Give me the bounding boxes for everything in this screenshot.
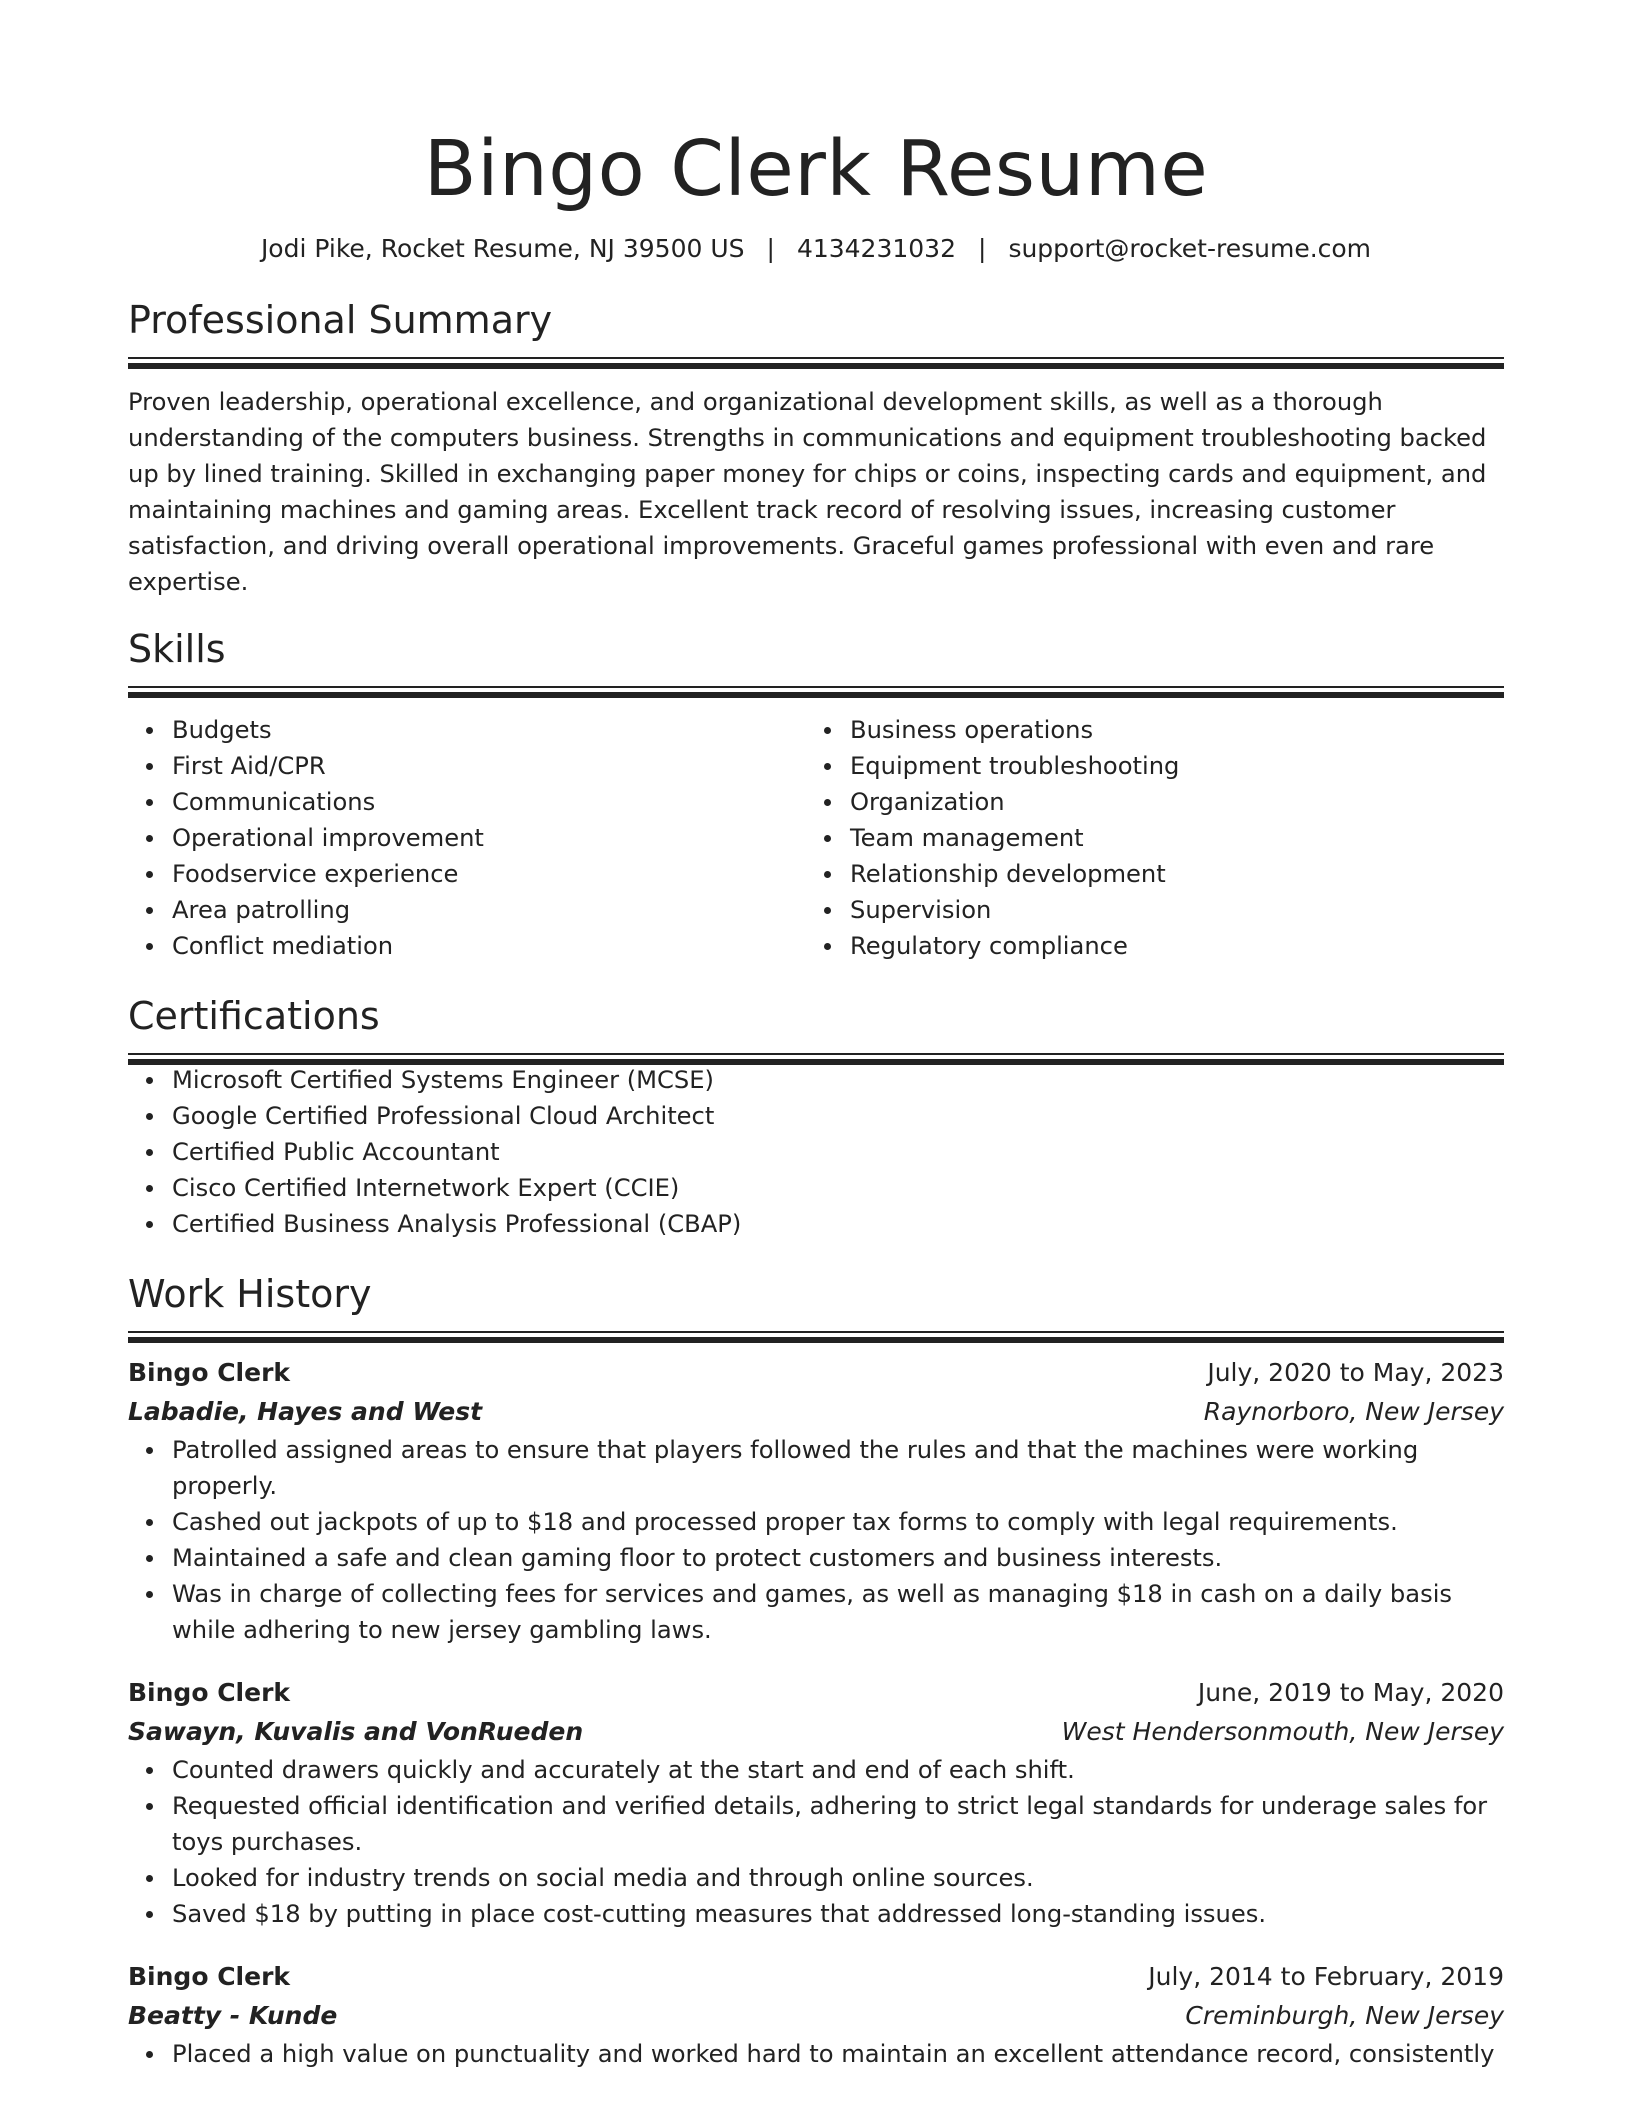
skills-column-right	[806, 712, 1484, 964]
job-dates: June, 2019 to May, 2020	[1197, 1678, 1504, 1707]
job-location: Creminburgh, New Jersey	[1185, 2001, 1504, 2030]
skills-column-left	[128, 712, 806, 964]
section-heading-certifications: Certifications	[128, 994, 380, 1038]
work-history-section	[128, 1270, 1504, 2072]
job-location: West Hendersonmouth, New Jersey	[1061, 1717, 1504, 1746]
certification-item: Cisco Certified Internetwork Expert (CCIE)	[172, 1170, 1504, 1206]
contact-address: Jodi Pike, Rocket Resume, NJ 39500 US	[260, 234, 745, 263]
job-bullet-list	[128, 1752, 1504, 1932]
skill-item: Communications	[172, 784, 806, 820]
job-location: Raynorboro, New Jersey	[1203, 1397, 1504, 1426]
job-bullet: Placed a high value on punctuality and worked hard to maintain an excellent attendance record, consistently	[172, 2036, 1504, 2072]
resume-page	[128, 0, 1504, 2072]
section-heading-skills: Skills	[128, 627, 226, 671]
job-subheader	[128, 1996, 1504, 2036]
skill-item: Operational improvement	[172, 820, 806, 856]
section-divider	[128, 1053, 1504, 1062]
contact-line	[128, 232, 1504, 266]
certification-item: Certified Public Accountant	[172, 1134, 1504, 1170]
section-divider	[128, 357, 1504, 366]
certifications-section	[128, 992, 1504, 1242]
skill-item: Budgets	[172, 712, 806, 748]
job-entry	[128, 1674, 1504, 1932]
job-company: Labadie, Hayes and West	[128, 1397, 483, 1426]
job-bullet: Saved $18 by putting in place cost-cutting measures that addressed long-standing issues.	[172, 1896, 1504, 1932]
certification-item: Google Certified Professional Cloud Architect	[172, 1098, 1504, 1134]
job-entry	[128, 1354, 1504, 1648]
skill-item: Business operations	[850, 712, 1484, 748]
job-bullet: Requested official identification and verified details, adhering to strict legal standards for underage sales for toys purchases.	[172, 1788, 1504, 1860]
skill-item: Foodservice experience	[172, 856, 806, 892]
job-header	[128, 1958, 1504, 1996]
section-divider	[128, 1331, 1504, 1340]
job-dates: July, 2020 to May, 2023	[1207, 1358, 1504, 1387]
job-role: Bingo Clerk	[128, 1962, 291, 1991]
skill-item: Regulatory compliance	[850, 928, 1484, 964]
job-bullet: Patrolled assigned areas to ensure that players followed the rules and that the machines were working properly.	[172, 1432, 1504, 1504]
certification-item: Microsoft Certified Systems Engineer (MCSE)	[172, 1062, 1504, 1098]
contact-separator: |	[766, 234, 775, 263]
skill-item: Area patrolling	[172, 892, 806, 928]
job-bullet-list	[128, 2036, 1504, 2072]
job-subheader	[128, 1712, 1504, 1752]
job-header	[128, 1354, 1504, 1392]
skill-item: First Aid/CPR	[172, 748, 806, 784]
skills-section	[128, 625, 1504, 964]
job-company: Sawayn, Kuvalis and VonRueden	[128, 1717, 584, 1746]
job-bullet: Counted drawers quickly and accurately at the start and end of each shift.	[172, 1752, 1504, 1788]
contact-phone: 4134231032	[796, 234, 956, 263]
job-subheader	[128, 1392, 1504, 1432]
skills-grid	[128, 712, 1504, 964]
job-bullet-list	[128, 1432, 1504, 1648]
skill-item: Supervision	[850, 892, 1484, 928]
contact-email: support@rocket-resume.com	[1008, 234, 1372, 263]
job-role: Bingo Clerk	[128, 1358, 291, 1387]
summary-text: Proven leadership, operational excellence, and organizational development skills, as well as a thorough understanding of the computers business. Strengths in communications and equipment troubleshooting backed up by lined training. Skilled in exchanging paper money for chips or coins, inspecting cards and equipment, and maintaining machines and gaming areas. Excellent track record of resolving issues, increasing customer satisfaction, and driving overall operational improvements. Graceful games professional with even and rare expertise.	[128, 388, 1487, 596]
job-role: Bingo Clerk	[128, 1678, 291, 1707]
skill-item: Conflict mediation	[172, 928, 806, 964]
job-header	[128, 1674, 1504, 1712]
skills-list-right	[806, 712, 1484, 964]
page-title: Bingo Clerk Resume	[423, 125, 1209, 214]
job-bullet: Looked for industry trends on social media and through online sources.	[172, 1860, 1504, 1896]
job-company: Beatty - Kunde	[128, 2001, 338, 2030]
section-divider	[128, 686, 1504, 695]
summary-section	[128, 296, 1504, 600]
section-heading-work-history: Work History	[128, 1272, 372, 1316]
job-bullet: Maintained a safe and clean gaming floor to protect customers and business interests.	[172, 1540, 1504, 1576]
skill-item: Organization	[850, 784, 1484, 820]
skill-item: Team management	[850, 820, 1484, 856]
certification-item: Certified Business Analysis Professional (CBAP)	[172, 1206, 1504, 1242]
job-bullet: Was in charge of collecting fees for services and games, as well as managing $18 in cash on a daily basis while adhering to new jersey gambling laws.	[172, 1576, 1504, 1648]
skill-item: Relationship development	[850, 856, 1484, 892]
certifications-list	[128, 1062, 1504, 1242]
job-dates: July, 2014 to February, 2019	[1148, 1962, 1504, 1991]
contact-separator: |	[978, 234, 987, 263]
job-entry	[128, 1958, 1504, 2072]
skill-item: Equipment troubleshooting	[850, 748, 1484, 784]
skills-list-left	[128, 712, 806, 964]
section-heading-summary: Professional Summary	[128, 298, 553, 342]
job-bullet: Cashed out jackpots of up to $18 and processed proper tax forms to comply with legal requirements.	[172, 1504, 1504, 1540]
